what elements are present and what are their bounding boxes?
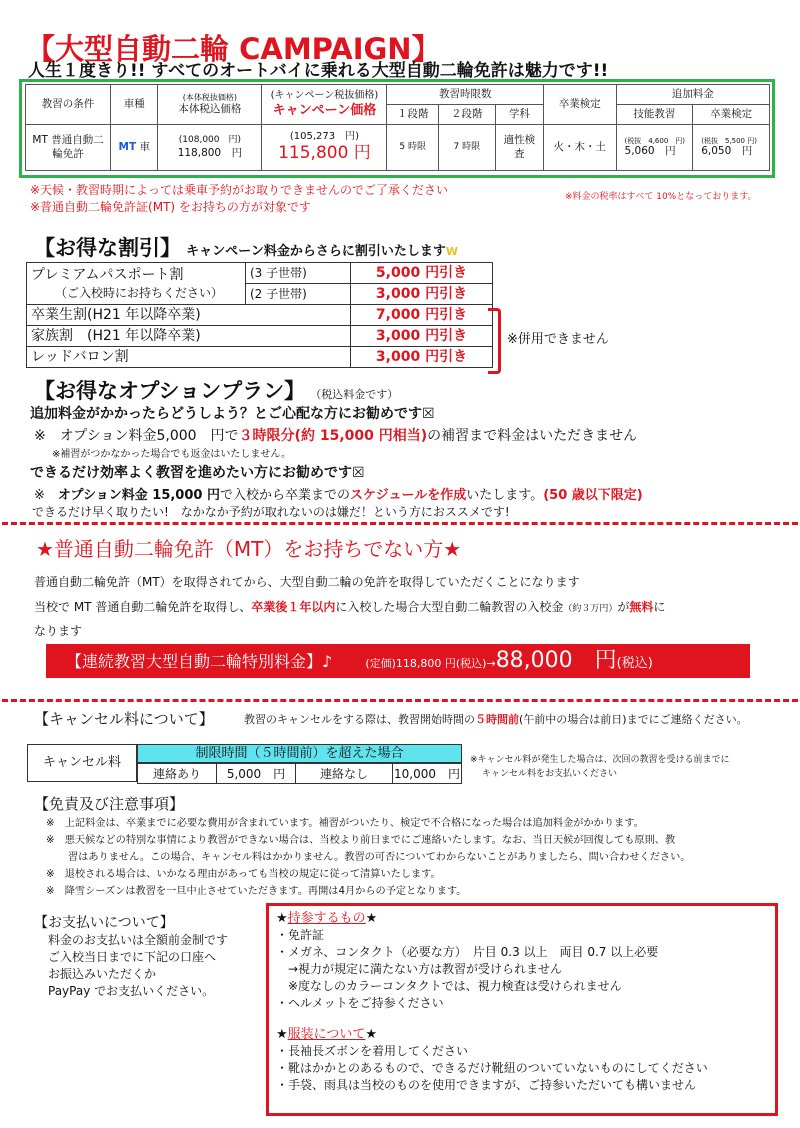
cell-stage2: 7 時限 — [438, 125, 495, 171]
special-price-banner: 【連続教習大型自動二輪特別料金】♪ (定価)118,800 円(税込)→88,000 円(税込) — [46, 644, 750, 678]
disclaimer-item: ※ 悪天候などの特別な事情により教習ができない場合は、当校より前日までにご連絡いたします。なお、当日天候が回復しても原則、教 — [46, 835, 676, 846]
bring-content — [276, 910, 708, 1094]
discount-row — [27, 326, 493, 347]
clothing-item: ・手袋、雨具は当校のものを使用できますが、ご持参いただいても構いません — [276, 1078, 697, 1092]
disclaimer-item: ※ 降雪シーズンは教習を一旦中止させていただきます。再開は4月からの予定となります。 — [46, 886, 467, 897]
page-subtitle: 人生１度きり!! すべてのオートバイに乗れる大型自動二輪免許は魅力です!! — [28, 61, 609, 81]
cancel-table — [137, 763, 462, 784]
discount-title: 【お得な割引】 キャンペーン料金からさらに割引いたしますW — [34, 236, 458, 260]
page-title: 【大型自動二輪 CAMPAIGN】 — [26, 32, 441, 66]
payment-text: 料金のお支払いは全額前金制です ご入校当日までに下記の口座へ お振込みいただくか PayPay でお支払いください。 — [48, 933, 229, 998]
without-contact: 連絡なし — [296, 764, 393, 784]
payment-title: 【お支払いについて】 — [34, 915, 174, 931]
cell-stage1: 5 時限 — [387, 125, 438, 171]
child3-label: (3 子世帯) — [246, 263, 351, 284]
cell-campaign-price: (105,273 円) 115,800 円 — [262, 125, 387, 171]
note-weather: ※天候・教習時期によっては乗車予約がお取りできませんのでご了承ください — [30, 183, 449, 197]
option-question-2: できるだけ効率よく教習を進めたい方にお勧めです☒ — [30, 465, 365, 481]
without-contact-amount: 10,000 円 — [393, 764, 462, 784]
divider — [2, 699, 798, 702]
discount-row — [27, 263, 493, 284]
bring-title: ★持参するもの★ — [276, 911, 378, 926]
bring-item: ※度なしのカラーコンタクトでは、視力検査は受けられません — [276, 979, 622, 993]
col-base-price: (本体税抜価格) 本体税込価格 — [158, 85, 262, 125]
redbaron-discount: レッドバロン割 — [27, 347, 351, 368]
bring-item: →視力が規定に満たない方は教習が受けられません — [276, 962, 563, 976]
option-question-1: 追加料金がかかったらどうしよう？とご心配な方にお勧めです☒ — [30, 406, 435, 422]
option-2-recommend: できるだけ早く取りたい! なかなか予約が取れないのは嫌だ！という方におススメです! — [32, 505, 510, 519]
col-condition: 教習の条件 — [26, 85, 111, 125]
note-tax: ※料金の税率はすべて 10%となっております。 — [565, 192, 757, 202]
cancel-header: 制限時間（５時間前）を超えた場合 — [137, 744, 462, 763]
no-license-title: ★普通自動二輪免許（MT）をお持ちでない方★ — [36, 537, 462, 561]
col-theory: 学科 — [495, 105, 543, 125]
no-license-p1: 普通自動二輪免許（MT）を取得されてから、大型自動二輪の免許を取得していただくことになります — [34, 575, 580, 589]
child3-amount: 5,000 円引き — [351, 263, 493, 284]
option-1: ※ オプション料金5,000 円で３時限分(約 15,000 円相当)の補習まで料金はいただきません — [34, 428, 638, 444]
no-combine-note: ※併用できません — [507, 332, 609, 347]
graduate-amount: 7,000 円引き — [351, 305, 493, 326]
checkbox-icon: ☒ — [352, 465, 365, 481]
no-license-p3: なります — [34, 624, 83, 638]
col-grad-extra: 卒業検定 — [693, 105, 770, 125]
col-extra-fee: 追加料金 — [616, 85, 769, 105]
graduate-discount: 卒業生割(H21 年以降卒業) — [27, 305, 351, 326]
col-graduation-test: 卒業検定 — [544, 85, 617, 125]
cell-vehicle: MT 車 — [111, 125, 158, 171]
child2-amount: 3,000 円引き — [351, 284, 493, 305]
note-license: ※普通自動二輪免許証(MT) をお持ちの方が対象です — [30, 200, 311, 214]
price-table — [25, 84, 770, 171]
col-campaign-price: (キャンペーン税抜価格) キャンペーン価格 — [262, 85, 387, 125]
child2-label: (2 子世帯) — [246, 284, 351, 305]
col-skill-extra: 技能教習 — [616, 105, 693, 125]
checkbox-icon: ☒ — [422, 406, 435, 422]
cancel-fee-label: キャンセル料 — [27, 744, 137, 782]
cell-skill-extra: (税抜 4,600 円) 5,060 円 — [616, 125, 693, 171]
col-vehicle: 車種 — [111, 85, 158, 125]
col-stage2: ２段階 — [438, 105, 495, 125]
discount-row — [27, 305, 493, 326]
col-hours: 教習時限数 — [387, 85, 544, 105]
disclaimer-title: 【免責及び注意事項】 — [34, 795, 185, 813]
option-1-note: ※補習がつかなかった場合でも返金はいたしません。 — [52, 449, 291, 460]
cancel-title: 【キャンセル料について】 — [34, 710, 214, 728]
clothing-item: ・靴はかかとのあるもので、できるだけ靴紐のついていないものにしてください — [276, 1061, 708, 1075]
bracket — [488, 308, 501, 374]
clothing-item: ・長袖長ズボンを着用してください — [276, 1044, 469, 1058]
discount-row — [27, 347, 493, 368]
disclaimer-item: 習はありません。この場合、キャンセル料はかかりません。教習の可否についてわからないことがありましたら、問い合わせください。 — [68, 852, 691, 863]
option-title: 【お得なオプションプラン】 （税込料金です） — [34, 379, 399, 403]
bring-item: ・メガネ、コンタクト（必要な方） 片目 0.3 以上 両目 0.7 以上必要 — [276, 945, 659, 959]
disclaimer-item: ※ 退校される場合は、いかなる理由があっても当校の規定に従って清算いたします。 — [46, 869, 441, 880]
cell-base-price: (108,000 円) 118,800 円 — [158, 125, 262, 171]
price-row — [26, 125, 770, 171]
bring-item: ・ヘルメットをご持参ください — [276, 996, 444, 1010]
with-contact: 連絡あり — [138, 764, 217, 784]
cell-theory: 適性検査 — [495, 125, 543, 171]
no-license-p2: 当校で MT 普通自動二輪免許を取得し、卒業後１年以内に入校した場合大型自動二輪教習の入校金（約３万円）が無料に — [34, 600, 666, 614]
bring-item: ・免許証 — [276, 928, 325, 942]
cell-test-days: 火・木・土 — [544, 125, 617, 171]
divider — [2, 522, 798, 525]
cancel-text: 教習のキャンセルをする際は、教習開始時間の５時間前(午前中の場合は前日)までにご連絡ください。 — [244, 713, 748, 726]
col-stage1: １段階 — [387, 105, 438, 125]
premium-passport: プレミアムパスポート割 （ご入校時にお持ちください） — [27, 263, 246, 305]
redbaron-amount: 3,000 円引き — [351, 347, 493, 368]
disclaimer-list — [46, 815, 690, 900]
option-2: ※ オプション料金 15,000 円で入校から卒業までのスケジュールを作成いたします。(50 歳以下限定) — [34, 488, 643, 503]
cell-grad-extra: (税抜 5,500 円) 6,050 円 — [693, 125, 770, 171]
clothing-title: ★服装について★ — [276, 1027, 378, 1042]
with-contact-amount: 5,000 円 — [217, 764, 296, 784]
cell-condition: MT 普通自動二輪免許 — [26, 125, 111, 171]
disclaimer-item: ※ 上記料金は、卒業までに必要な費用が含まれています。補習がついたり、検定で不合格になった場合は追加料金がかかります。 — [46, 818, 644, 829]
cancel-note: ※キャンセル料が発生した場合は、次回の教習を受ける前までに キャンセル料をお支払いください — [470, 755, 730, 779]
family-discount: 家族割 (H21 年以降卒業) — [27, 326, 351, 347]
discount-table — [26, 262, 493, 368]
family-amount: 3,000 円引き — [351, 326, 493, 347]
